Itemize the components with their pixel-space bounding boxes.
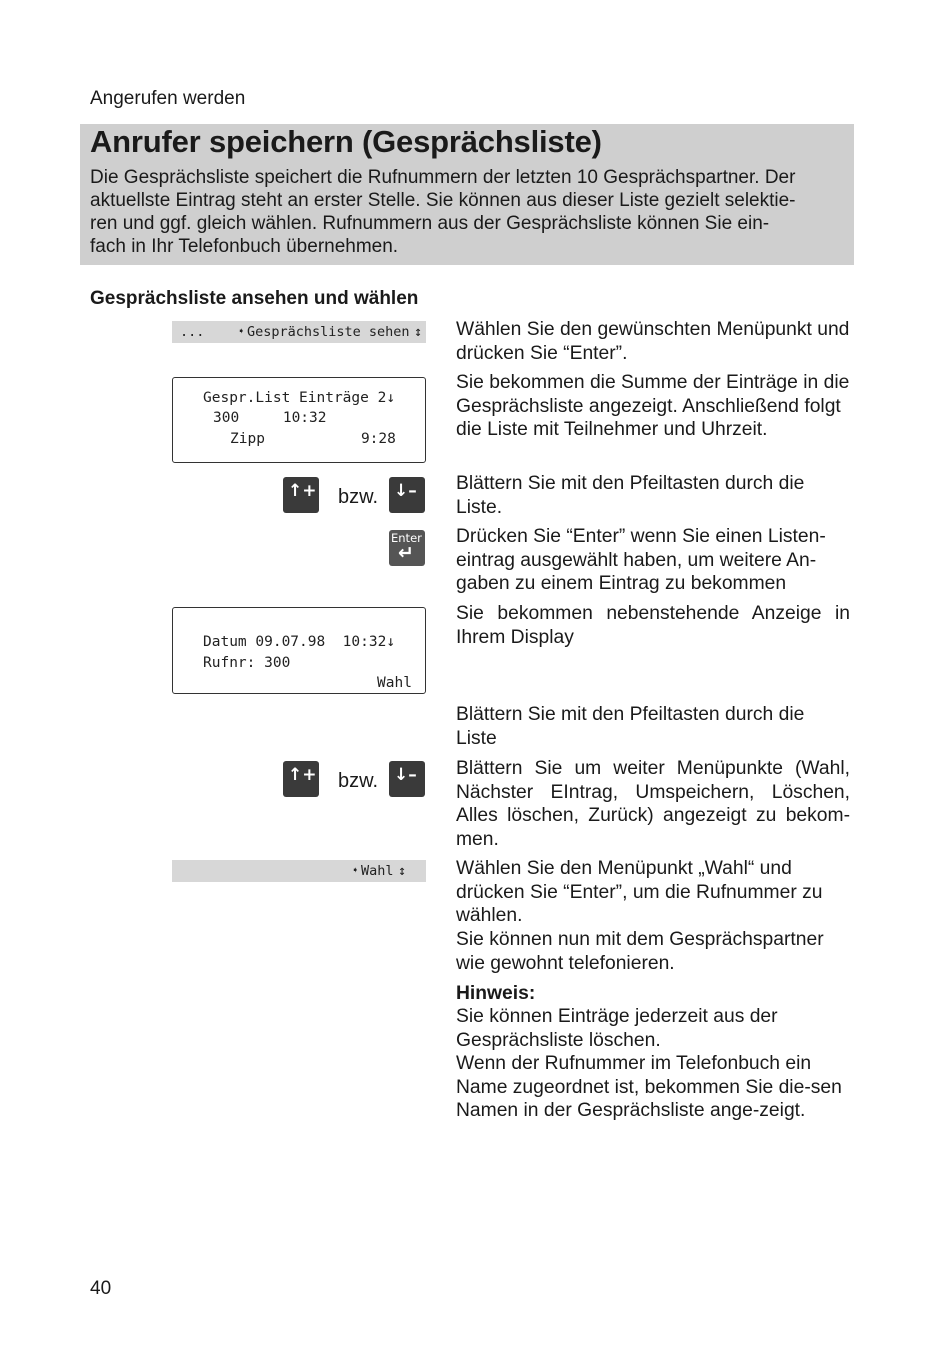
step-text: Drücken Sie “Enter” wenn Sie einen Listen-eintrag ausgewählt haben, um weitere An-gaben zu einem Eintrag zu bekommen bbox=[456, 526, 826, 594]
note-label: Hinweis: bbox=[456, 983, 536, 1004]
note-text: Wenn der Rufnummer im Telefonbuch ein Name zugeordnet ist, bekommen Sie die-sen Namen in der Gesprächsliste ange-zeigt. bbox=[456, 1053, 842, 1121]
step-text: Wählen Sie den gewünschten Menüpunkt und drücken Sie “Enter”. bbox=[456, 319, 850, 364]
arrow-up-plus-key[interactable]: ↑+ bbox=[283, 477, 319, 513]
lcd-display-list bbox=[172, 377, 426, 463]
arrow-down-minus-key[interactable]: ↓– bbox=[389, 761, 425, 797]
or-label: bzw. bbox=[338, 486, 379, 508]
menu-dots: ... bbox=[180, 324, 205, 340]
step-text: Wählen Sie den Menüpunkt „Wahl“ und drücken Sie “Enter”, um die Rufnummer zu wählen. bbox=[456, 858, 823, 926]
intro-text bbox=[90, 166, 848, 258]
intro-line: aktuellste Eintrag steht an erster Stelle. Sie können aus dieser Liste gezielt selektie- bbox=[90, 190, 796, 211]
subheading: Gesprächsliste ansehen und wählen bbox=[90, 288, 419, 309]
display-line: 300 10:32 bbox=[213, 410, 327, 426]
pointer-icon: ➧ bbox=[238, 325, 245, 338]
step-text: Sie bekommen die Summe der Einträge in die Gesprächsliste angezeigt. Anschließend folgt die Liste mit Teilnehmer und Uhrzeit. bbox=[456, 372, 850, 440]
menu-bar-wahl bbox=[172, 860, 426, 882]
menu-label: Gesprächsliste sehen bbox=[247, 324, 410, 340]
arrow-up-plus-key[interactable]: ↑+ bbox=[283, 761, 319, 797]
lcd-display-entry bbox=[172, 607, 426, 694]
enter-arrow-icon: ↵ bbox=[398, 542, 414, 564]
menu-bar-gespraechsliste bbox=[172, 321, 426, 343]
step-text: Blättern Sie um weiter Menüpunkte (Wahl, Nächster EIntrag, Umspeichern, Löschen, Alles löschen, Zurück) angezeigt zu bekom-men. bbox=[456, 758, 850, 850]
intro-line: fach in Ihr Telefonbuch übernehmen. bbox=[90, 236, 399, 257]
or-label: bzw. bbox=[338, 770, 379, 792]
page-title: Anrufer speichern (Gesprächsliste) bbox=[90, 124, 602, 159]
section-header: Angerufen werden bbox=[90, 88, 246, 109]
display-line: Rufnr: 300 bbox=[203, 655, 291, 671]
page-number: 40 bbox=[90, 1278, 112, 1299]
step-text: Blättern Sie mit den Pfeiltasten durch die Liste bbox=[456, 704, 805, 749]
updown-arrow-icon: ↕ bbox=[414, 324, 423, 340]
step-text: Sie können nun mit dem Gesprächspartner wie gewohnt telefonieren. bbox=[456, 929, 824, 974]
intro-line: ren und ggf. gleich wählen. Rufnummern aus der Gesprächsliste können Sie ein- bbox=[90, 213, 770, 234]
display-line: Gespr.List Einträge 2↓ bbox=[203, 390, 396, 406]
step-text: Sie bekommen nebenstehende Anzeige in Ihrem Display bbox=[456, 603, 850, 648]
intro-line: Die Gesprächsliste speichert die Rufnummern der letzten 10 Gesprächspartner. Der bbox=[90, 167, 796, 188]
display-line: Datum 09.07.98 10:32↓ bbox=[203, 634, 396, 650]
arrow-down-minus-key[interactable]: ↓– bbox=[389, 477, 425, 513]
note-text: Sie können Einträge jederzeit aus der Gesprächsliste löschen. bbox=[456, 1006, 778, 1051]
enter-key[interactable]: Enter ↵ bbox=[389, 530, 425, 566]
updown-arrow-icon: ↕ bbox=[398, 863, 407, 879]
display-line: Wahl bbox=[377, 675, 412, 691]
menu-label: Wahl bbox=[361, 863, 394, 879]
display-line: Zipp 9:28 bbox=[230, 431, 396, 447]
pointer-icon: ➧ bbox=[352, 864, 359, 877]
step-text: Blättern Sie mit den Pfeiltasten durch die Liste. bbox=[456, 473, 805, 518]
